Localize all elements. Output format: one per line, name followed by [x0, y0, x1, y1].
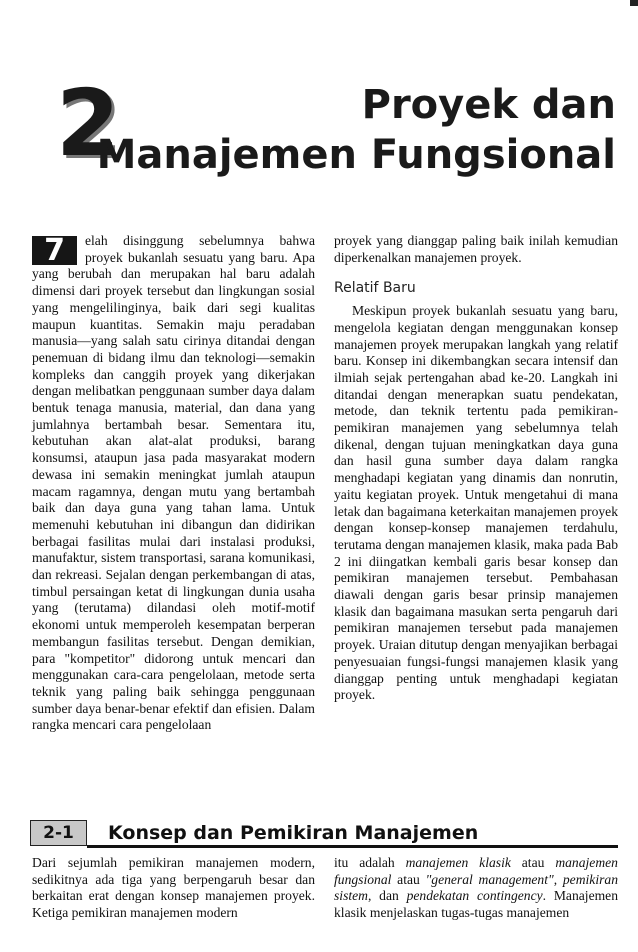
- section-left-column: [32, 855, 315, 922]
- intro-left-column: [32, 233, 315, 734]
- term-general-management: "general management": [425, 871, 554, 887]
- term-pemikiran-sistem: pemikiran sistem: [334, 871, 618, 904]
- section-right-text: [334, 855, 618, 922]
- text-run: , dan: [367, 888, 407, 904]
- section-right-column: [334, 855, 618, 922]
- relatif-baru-paragraph: Meskipun proyek bukanlah sesuatu yang baru, mengelola kegiatan dengan menggunakan konsep manajemen proyek merupakan langkah yang relatif baru. Konsep ini dikembangkan secara intensif dan ilmiah sejak pertengahan abad ke-20. Langkah ini ditandai dengan menerapkan suatu pendekatan, metode, dan teknik tertentu pada pemikiran-pemikiran manajemen yang sebelumnya telah dikenal, dengan tujuan meningkatkan daya guna dan hasil guna sumber daya dalam rangka menghadapi kegiatan yang dinamis dan nonrutin, yaitu kegiatan proyek. Untuk mengetahui di mana letak dan bagaimana keterkaitan manajemen proyek dengan konsep-konsep manajemen terdahulu, terutama dengan manajemen klasik, maka pada Bab 2 ini diingatkan kembali garis besar konsep dan pemikiran manajemen tersebut. Pembahasan diawali dengan garis besar prinsip manajemen klasik dan bagaimana masukan serta pengaruh dari pemikiran manajemen tersebut pada manajemen proyek. Uraian ditutup dengan menyajikan berbagai penyesuaian fungsi-fungsi manajemen klasik yang dianggap penting untuk menghadapi kegiatan proyek.: [334, 303, 618, 703]
- intro-paragraph: [32, 233, 315, 734]
- chapter-title-line2: Manajemen Fungsional: [96, 132, 616, 178]
- chapter-title: [97, 80, 616, 180]
- intro-left-text: elah disinggung sebelumnya bahwa proyek bukanlah sesuatu yang baru. Apa yang berubah dan merupakan hal baru adalah dimensi dari proyek tersebut dan lingkungan sosial yang mengelilinginya, baik dari segi kualitas maupun kuantitas. Semakin maju peradaban manusia—yang salah satu cirinya ditandai dengan penemuan di bidang ilmu dan teknologi—semakin kompleks dan canggih proyek yang dikerjakan dengan melibatkan penggunaan sumber daya dalam bentuk tenaga manusia, material, dan dana yang jumlahnya bertambah besar. Sementara itu, kebutuhan akan alat-alat produksi, barang konsumsi, ataupun jasa pada masyarakat modern dewasa ini semakin meningkat jumlah ataupun macam ragamnya, dengan mutu yang bertambah baik dan daya guna yang tahan lama. Untuk memenuhi kebutuhan ini dibangun dan didirikan berbagai fasilitas mulai dari instalasi produksi, manufaktur, sistem transportasi, sarana komunikasi, dan rekreasi. Sejalan dengan perkembangan di atas, timbul persaingan ketat di lingkungan dunia usaha yang (terutama) dilandasi oleh motif-motif ekonomi untuk memperoleh kesempatan berperan membangun fasilitas tersebut. Dengan demikian, para "kompetitor" didorong untuk mencari dan menggunakan cara-cara pengelolaan, metode serta teknik yang paling baik sehingga penggunaan sumber daya benar-benar efektif dan efisien. Dalam rangka mencari cara pengelolaan: [32, 233, 315, 733]
- term-manajemen-klasik: manajemen klasik: [405, 855, 511, 870]
- text-run: ,: [553, 871, 563, 887]
- section-left-text: Dari sejumlah pemikiran manajemen modern, sedikitnya ada tiga yang berpengaruh besar dan berkaitan erat dengan konsep manajemen proyek. Ketiga pemikiran manajemen modern: [32, 855, 315, 921]
- chapter-title-line1: Proyek dan: [361, 82, 616, 128]
- term-manajemen-fungsional: manajemen fungsional: [334, 855, 618, 887]
- dropcap-letter: 7: [32, 236, 77, 265]
- chapter-number: 2: [56, 70, 121, 177]
- section-number-box: 2-1: [30, 820, 87, 846]
- text-run: itu adalah: [334, 855, 406, 870]
- intro-continued-text: proyek yang dianggap paling baik inilah kemudian diperkenalkan manajemen proyek.: [334, 233, 618, 265]
- section-rule: [87, 845, 618, 848]
- section-header: [30, 818, 618, 848]
- page-corner-mark: [630, 0, 638, 6]
- text-run: atau: [510, 855, 556, 870]
- subheading-relatif-baru: Relatif Baru: [334, 280, 416, 297]
- text-run: atau: [391, 871, 426, 887]
- section-title: Konsep dan Pemikiran Manajemen: [108, 822, 479, 844]
- text-run: . Manajemen klasik menjelaskan tugas-tugas manajemen: [334, 888, 619, 921]
- term-pendekatan-contingency: pendekatan contingency: [406, 888, 543, 904]
- intro-right-column: [334, 233, 618, 704]
